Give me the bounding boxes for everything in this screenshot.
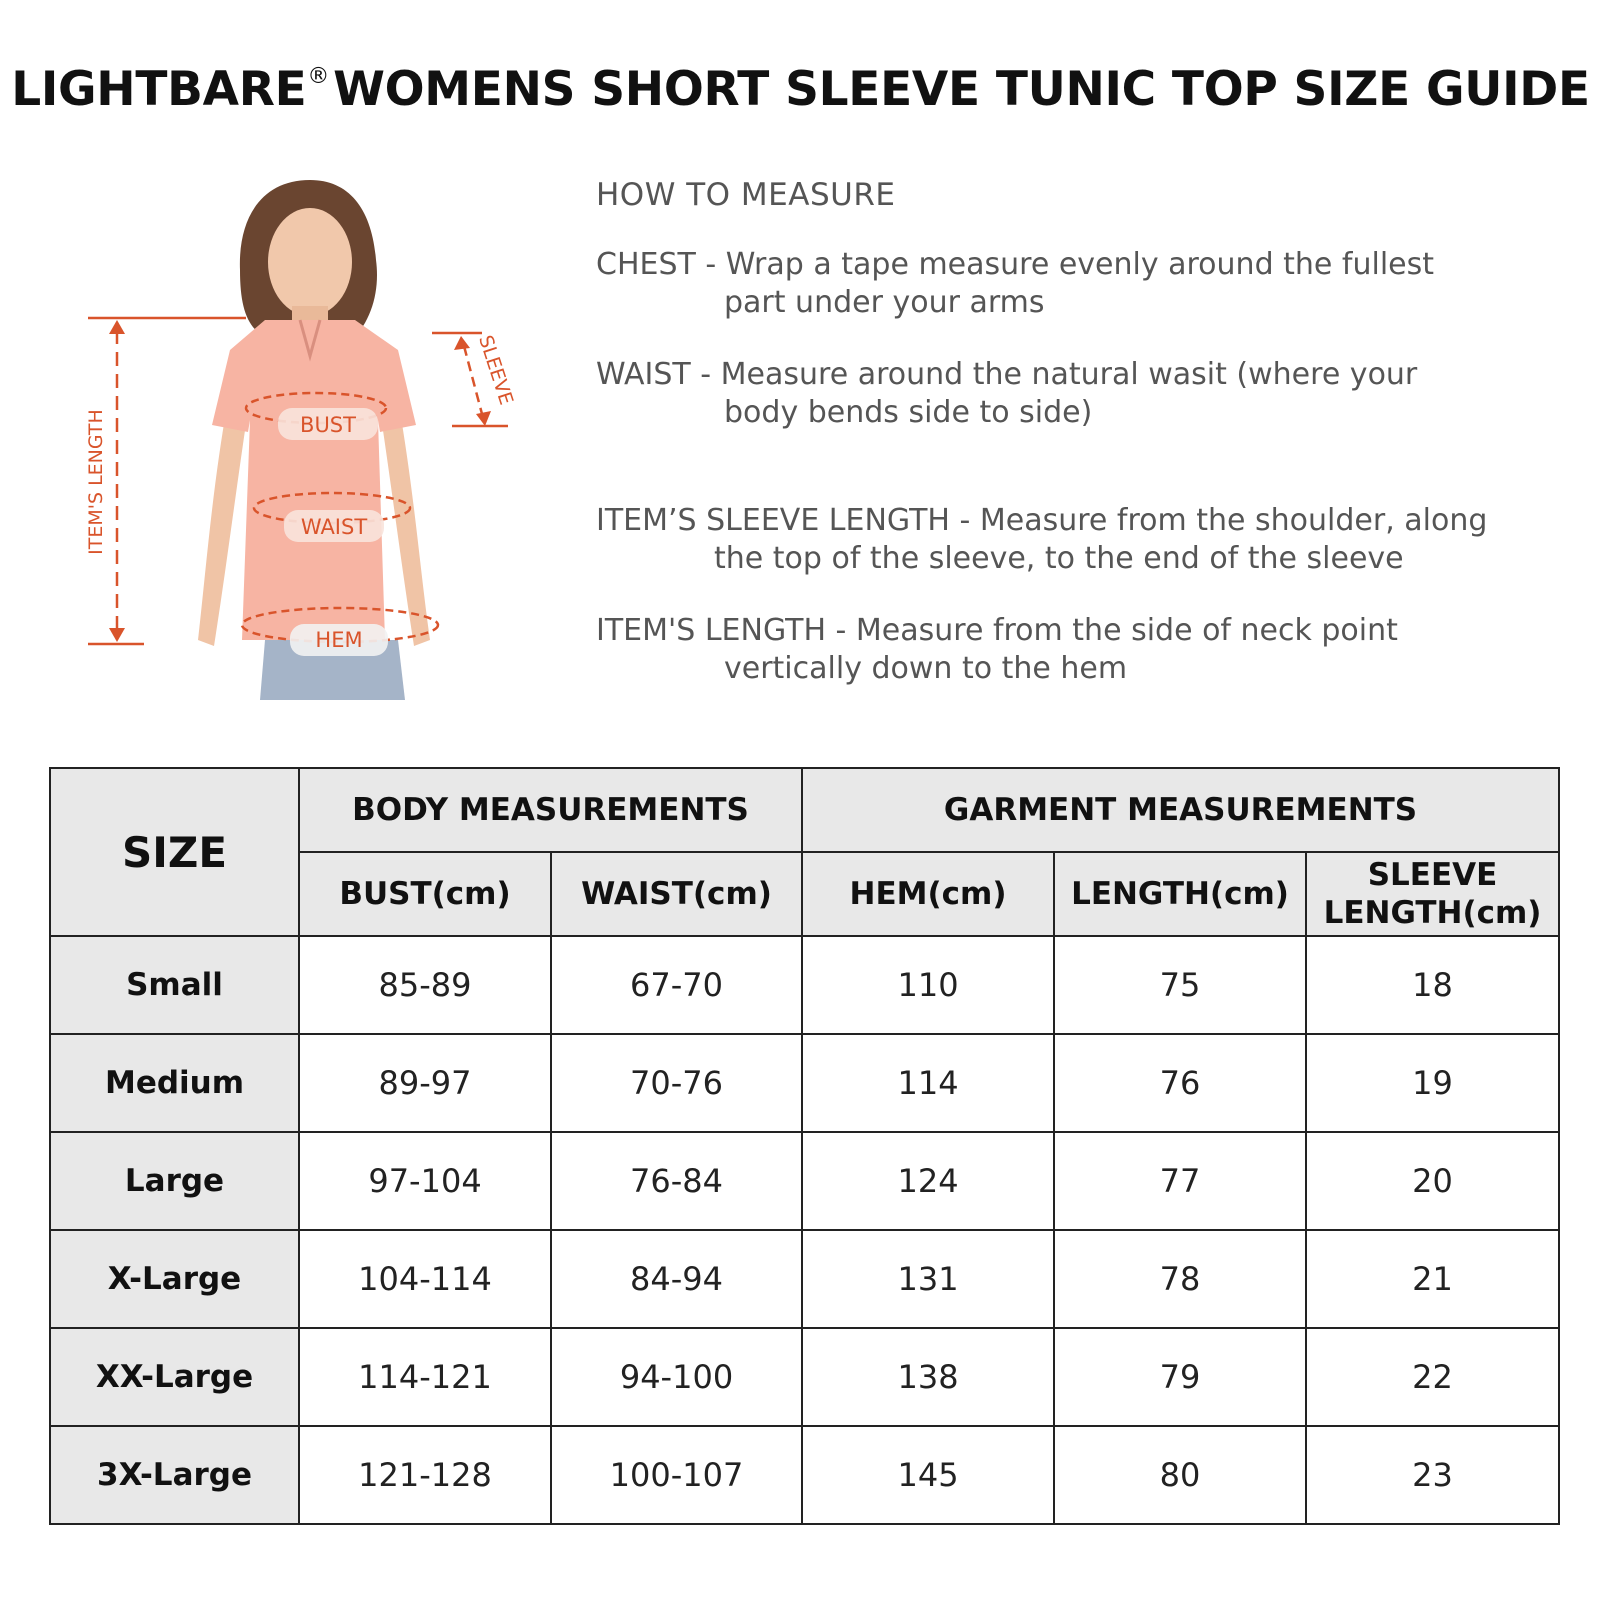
hem-column-header: HEM(cm) <box>802 852 1054 936</box>
length-arrow-up <box>109 320 125 334</box>
page-title <box>0 62 1601 117</box>
sleeve-arrow-down <box>476 411 491 426</box>
brand-name: LIGHTBARE <box>11 62 307 117</box>
bust-cell: 89-97 <box>299 1034 551 1132</box>
table-row <box>50 936 1559 1034</box>
hem-cell: 138 <box>802 1328 1054 1426</box>
title-rest: WOMENS SHORT SLEEVE TUNIC TOP SIZE GUIDE <box>333 62 1590 117</box>
length-column-header: LENGTH(cm) <box>1054 852 1306 936</box>
waist-cell: 84-94 <box>551 1230 802 1328</box>
sleeve-cell: 22 <box>1306 1328 1559 1426</box>
waist-cell: 67-70 <box>551 936 802 1034</box>
model-face <box>268 208 352 316</box>
waist-instruction: WAIST - Measure around the natural wasit (where your body bends side to side) <box>596 357 1418 430</box>
bust-cell: 121-128 <box>299 1426 551 1524</box>
model-left-arm <box>198 400 248 646</box>
hem-cell: 131 <box>802 1230 1054 1328</box>
table-row <box>50 1034 1559 1132</box>
size-cell: 3X-Large <box>50 1426 299 1524</box>
sleeve-cell: 19 <box>1306 1034 1559 1132</box>
size-cell: XX-Large <box>50 1328 299 1426</box>
length-cell: 78 <box>1054 1230 1306 1328</box>
length-label: ITEM'S LENGTH <box>85 409 107 555</box>
size-cell: Large <box>50 1132 299 1230</box>
size-cell: Small <box>50 936 299 1034</box>
table-row <box>50 1426 1559 1524</box>
sleeve-guide-line <box>464 346 482 414</box>
waist-cell: 94-100 <box>551 1328 802 1426</box>
bust-label: BUST <box>300 413 356 437</box>
hem-cell: 110 <box>802 936 1054 1034</box>
size-header: SIZE <box>50 768 299 936</box>
sleeve-arrow-up <box>454 336 470 350</box>
garment-measurements-header: GARMENT MEASUREMENTS <box>802 768 1559 852</box>
sleeve-length-instruction: ITEM’S SLEEVE LENGTH - Measure from the shoulder, along the top of the sleeve, to the end of the sleeve <box>596 503 1488 576</box>
sleeve-cell: 18 <box>1306 936 1559 1034</box>
bust-cell: 85-89 <box>299 936 551 1034</box>
table-row <box>50 1230 1559 1328</box>
size-cell: Medium <box>50 1034 299 1132</box>
waist-column-header: WAIST(cm) <box>551 852 802 936</box>
bust-cell: 114-121 <box>299 1328 551 1426</box>
length-arrow-down <box>109 628 125 642</box>
sleeve-label: SLEEVE <box>474 332 518 408</box>
length-cell: 79 <box>1054 1328 1306 1426</box>
length-cell: 77 <box>1054 1132 1306 1230</box>
sleeve-cell: 20 <box>1306 1132 1559 1230</box>
sleeve-length-column-header: SLEEVE LENGTH(cm) <box>1306 852 1559 936</box>
registered-mark: ® <box>307 64 330 89</box>
how-to-measure-heading: HOW TO MEASURE <box>596 177 896 213</box>
length-cell: 75 <box>1054 936 1306 1034</box>
table-row <box>50 1328 1559 1426</box>
sleeve-cell: 23 <box>1306 1426 1559 1524</box>
item-length-instruction: ITEM'S LENGTH - Measure from the side of neck point vertically down to the hem <box>596 613 1398 686</box>
size-table <box>49 767 1560 1525</box>
length-cell: 80 <box>1054 1426 1306 1524</box>
waist-cell: 100-107 <box>551 1426 802 1524</box>
bust-cell: 104-114 <box>299 1230 551 1328</box>
bust-cell: 97-104 <box>299 1132 551 1230</box>
bust-column-header: BUST(cm) <box>299 852 551 936</box>
size-cell: X-Large <box>50 1230 299 1328</box>
chest-instruction: CHEST - Wrap a tape measure evenly around the fullest part under your arms <box>596 247 1435 320</box>
model-shirt <box>212 320 416 640</box>
body-measurements-header: BODY MEASUREMENTS <box>299 768 802 852</box>
model-figure <box>80 170 540 710</box>
length-cell: 76 <box>1054 1034 1306 1132</box>
sleeve-cell: 21 <box>1306 1230 1559 1328</box>
waist-cell: 76-84 <box>551 1132 802 1230</box>
hem-label: HEM <box>315 628 363 652</box>
hem-cell: 114 <box>802 1034 1054 1132</box>
hem-cell: 124 <box>802 1132 1054 1230</box>
table-row <box>50 1132 1559 1230</box>
waist-label: WAIST <box>300 515 368 539</box>
waist-cell: 70-76 <box>551 1034 802 1132</box>
hem-cell: 145 <box>802 1426 1054 1524</box>
